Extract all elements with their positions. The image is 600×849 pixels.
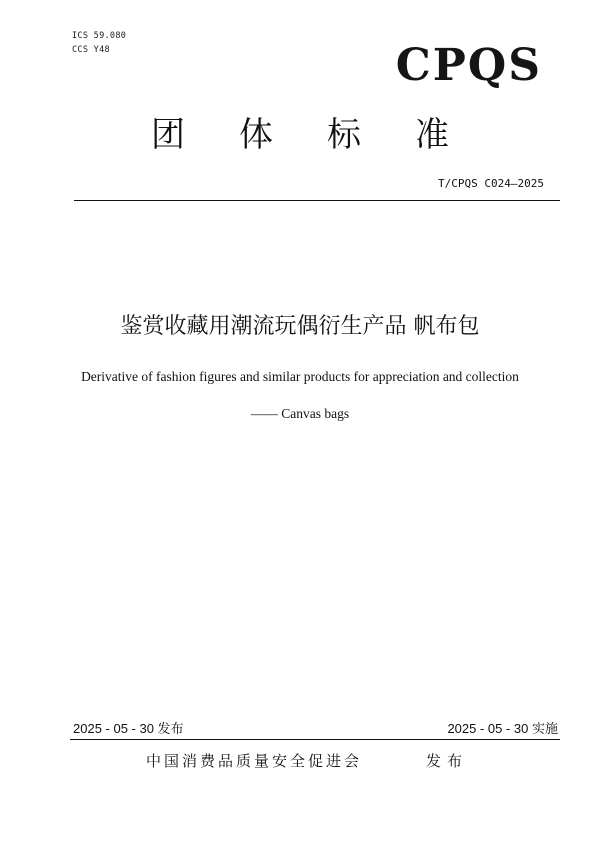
effective-date: 2025 - 05 - 30 实施 xyxy=(447,721,558,736)
ics-code: ICS 59.080 xyxy=(72,31,127,41)
issue-date: 2025 - 05 - 30 发布 xyxy=(73,721,184,736)
footer-divider xyxy=(70,739,560,740)
document-subtitle-english: —— Canvas bags xyxy=(250,406,350,421)
standard-number: T/CPQS C024—2025 xyxy=(438,177,544,190)
publish-label: 发布 xyxy=(426,752,469,770)
organization-logo: CPQS xyxy=(395,40,542,91)
ccs-code: CCS Y48 xyxy=(72,45,110,55)
header-divider xyxy=(74,200,560,201)
publisher-name: 中国消费品质量安全促进会 xyxy=(146,752,363,770)
document-title-chinese: 鉴赏收藏用潮流玩偶衍生产品 帆布包 xyxy=(120,314,480,339)
document-title-english: Derivative of fashion figures and similar products for appreciation and collection xyxy=(81,369,519,384)
document-type-heading: 团体标准 xyxy=(151,115,503,155)
